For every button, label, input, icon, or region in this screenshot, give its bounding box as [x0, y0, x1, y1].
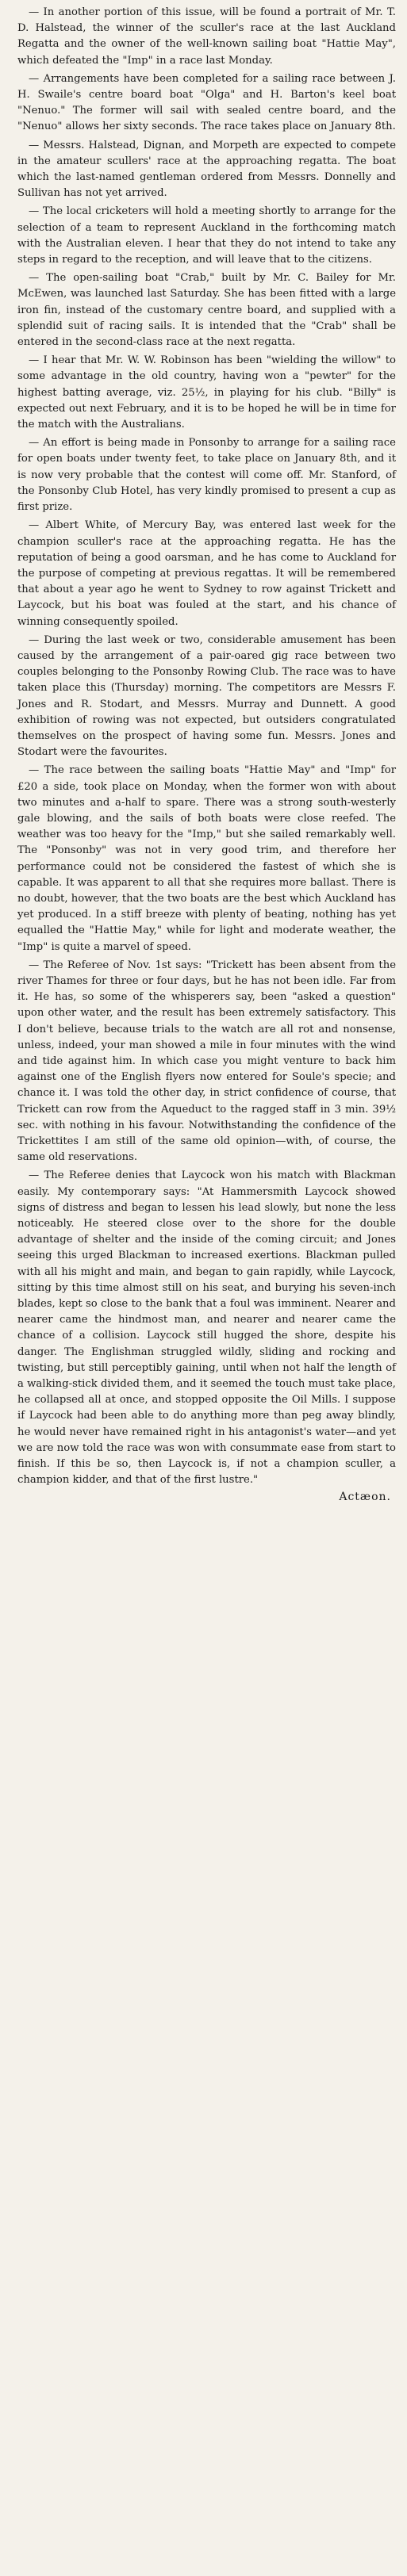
paragraph-hattie-may-imp-race: — The race between the sailing boats "Hattie May" and "Imp" for £20 a side, took place on Monday, when the former won with about two minutes and a-half to spare. There was a strong south-westerly gale blowing, and the sails of both boats were close reefed. The weather was too heavy for the "Imp," but she sailed remarkably well. The "Ponsonby" was not in very good trim, and therefore her performance could not be considered the fastest of which she is capable. It was apparent to all that she requires more ballast. There is no doubt, however, that the two boats are the best which Auckland has yet produced. In a stiff breeze with plenty of beating, nothing has yet equalled the "Hattie May," while for light and moderate weather, the "Imp" is quite a marvel of speed. — [17, 764, 396, 953]
paragraph-referee-trickett: — The Referee of Nov. 1st says: "Trickett has been absent from the river Thames for three or four days, but he has not been idle. Far from it. He has, so some of the whisperers say, been "asked a question" upon other water, and the result has been extremely satisfactory. This I don't believe, because trials to the watch are all rot and nonsense, unless, indeed, your man showed a mile in four minutes with the wind and tide against him. In which case you might venture to back him against one of the English flyers now entered for Soule's specie; and chance it. I was told the other day, in strict confidence of course, that Trickett can row from the Aqueduct to the ragged staff in 3 min. 39½ sec. with nothing in his favour. Notwithstanding the confidence of the Trickettites I am still of the same old opinion—with, of course, the same old reservations. — [17, 959, 396, 1164]
paragraph-ponsonby-sailing-race: — An effort is being made in Ponsonby to arrange for a sailing race for open boats under twenty feet, to take place on January 8th, and it is now very probable that the contest will come off. Mr. Stanford, of the Ponsonby Club Hotel, has very kindly promised to present a cup as first prize. — [17, 437, 396, 514]
paragraph-cricketers-meeting: — The local cricketers will hold a meeting shortly to arrange for the selection of a team to represent Auckland in the forthcoming match with the Australian eleven. I hear that they do not intend to take any steps in regard to the reception, and will leave that to the citizens. — [17, 205, 396, 266]
paragraph-albert-white: — Albert White, of Mercury Bay, was entered last week for the champion sculler's race at the approaching regatta. He has the reputation of being a good oarsman, and he has come to Auckland for the purpose of competing at previous regattas. It will be remembered that about a year ago he went to Sydney to row against Trickett and Laycock, but his boat was fouled at the start, and his chance of winning consequently spoiled. — [17, 519, 396, 628]
paragraph-referee-laycock: — The Referee denies that Laycock won his match with Blackman easily. My contemporary says: "At Hammersmith Laycock showed signs of distress and began to lessen his lead slowly, but none the less noticeably. He steered close over to the shore for the double advantage of shelter and the inside of the coming circuit; and Jones seeing this urged Blackman to increased exertions. Blackman pulled with all his might and main, and began to gain rapidly, while Laycock, sitting by this time almost still on his seat, and burying his seven-inch blades, kept so close to the bank that a foul was imminent. Nearer and nearer came the hindmost man, and nearer and nearer came the chance of a collision. Laycock still hugged the shore, despite his danger. The Englishman struggled wildly, sliding and rocking and twisting, but still perceptibly gaining, until when not half the length of a walking-stick divided them, and it seemed the touch must take place, he collapsed all at once, and stopped opposite the Oil Mills. I suppose if Laycock had been able to do anything more than peg away blindly, he would never have remained right in his antagonist's water—and yet we are now told the race was won with consummate ease from start to finish. If this be so, then Laycock is, if not a champion sculler, a champion kidder, and that of the first lustre." — [17, 1169, 396, 1487]
paragraph-halstead-portrait: — In another portion of this issue, will be found a portrait of Mr. T. D. Halstead, the winner of the sculler's race at the last Auckland Regatta and the owner of the well-known sailing boat "Hattie May", which defeated the "Imp" in a race last Monday. — [17, 6, 396, 67]
paragraph-robinson-batting: — I hear that Mr. W. W. Robinson has been "wielding the willow" to some advantage in the old country, having won a "pewter" for the highest batting average, viz. 25½, in playing for his club. "Billy" is expected out next February, and it is to be hoped he will be in time for the match with the Australians. — [17, 354, 396, 431]
paragraph-amateur-scullers: — Messrs. Halstead, Dignan, and Morpeth are expected to compete in the amateur scullers' race at the approaching regatta. The boat which the last-named gentleman ordered from Messrs. Donnelly and Sullivan has not yet arrived. — [17, 139, 396, 200]
paragraph-olga-nenuo-race: — Arrangements have been completed for a sailing race between J. H. Swaile's centre board boat "Olga" and H. Barton's keel boat "Nenuo." The former will sail with sealed centre board, and the "Nenuo" allows her sixty seconds. The race takes place on January 8th. — [17, 72, 396, 133]
paragraph-gig-race: — During the last week or two, considerable amusement has been caused by the arrangement of a pair-oared gig race between two couples belonging to the Ponsonby Rowing Club. The race was to have taken place this (Thursday) morning. The competitors are Messrs F. Jones and R. Stodart, and Messrs. Murray and Dunnett. A good exhibition of rowing was not expected, but outsiders congratulated themselves on the prospect of having some fun. Messrs. Jones and Stodart were the favourites. — [17, 633, 396, 759]
author-signature: Actæon. — [339, 1491, 391, 1504]
paragraph-crab-launch: — The open-sailing boat "Crab," built by Mr. C. Bailey for Mr. McEwen, was launched last Saturday. She has been fitted with a large iron fin, instead of the customary centre board, and supplied with a splendid suit of racing sails. It is intended that the "Crab" shall be entered in the second-class race at the next regatta. — [17, 272, 396, 349]
